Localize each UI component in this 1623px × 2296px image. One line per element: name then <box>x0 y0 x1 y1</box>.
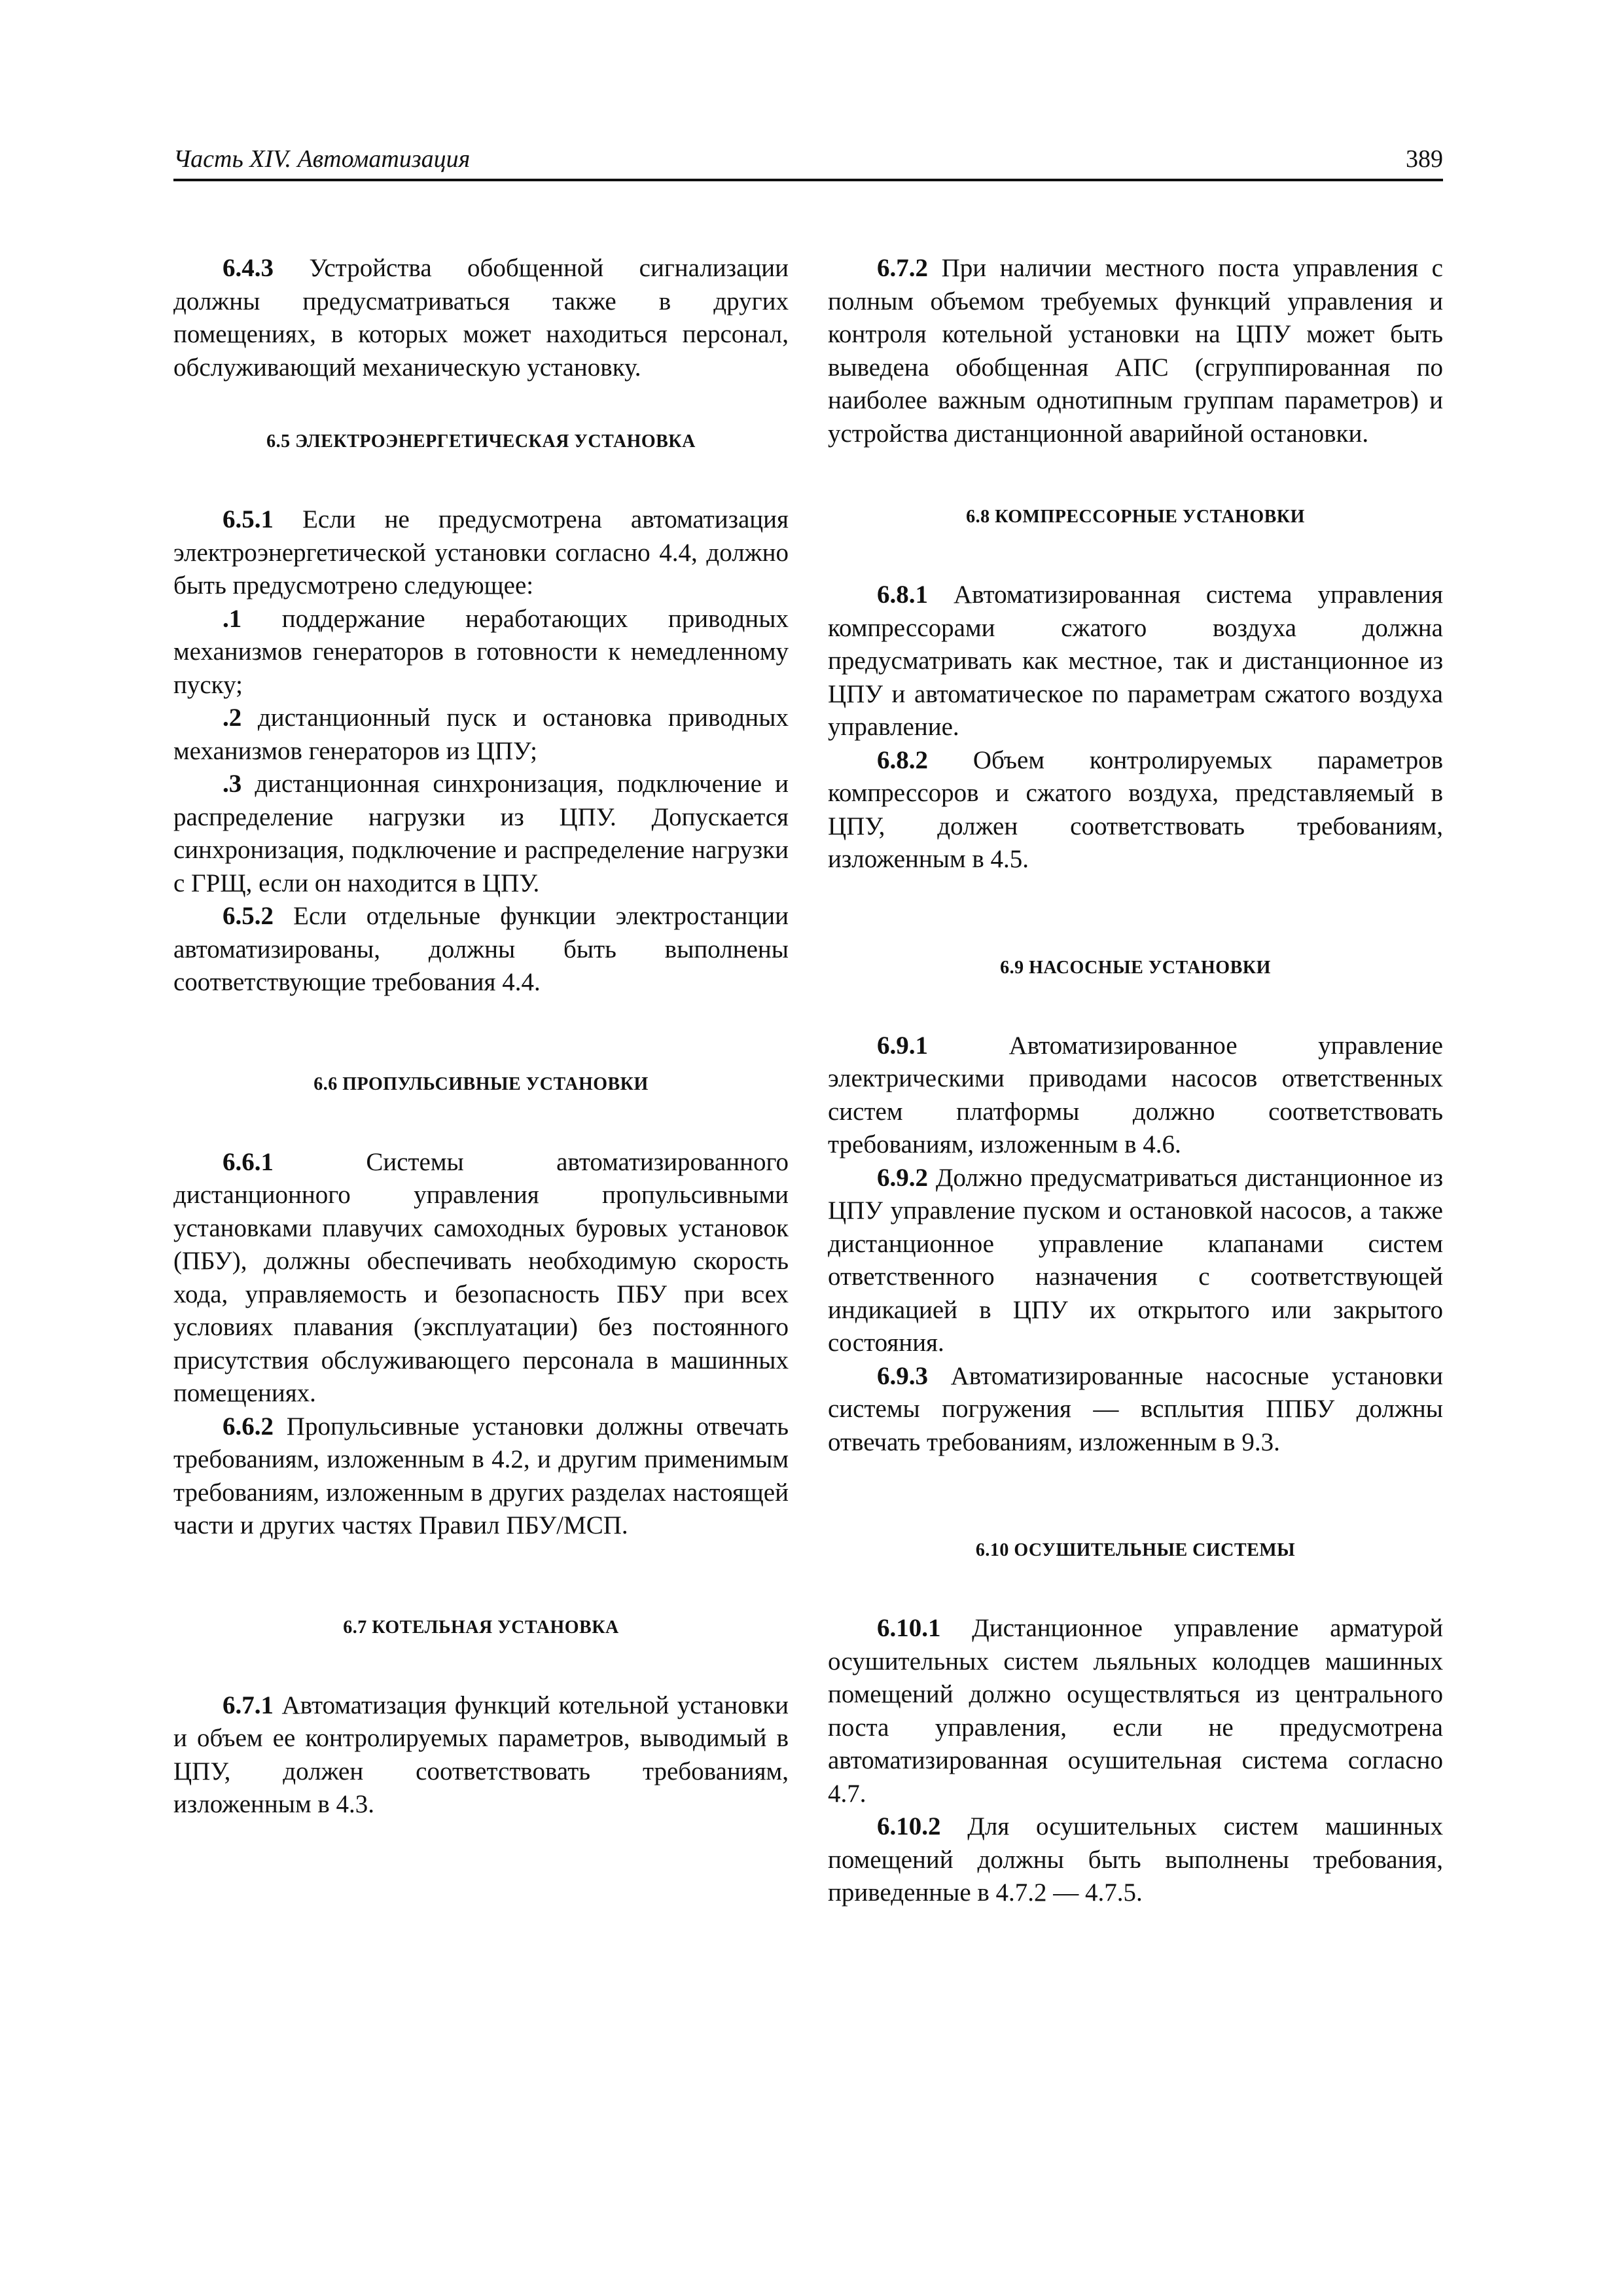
paragraph-6-10-2 <box>828 1810 1443 1910</box>
clause-text: Устройства обобщенной сигнализации должны предусматриваться также в других помещениях, в которых может находиться персонал, обслуживающий механическую установку. <box>173 254 789 382</box>
clause-number: 6.6.2 <box>223 1412 274 1441</box>
clause-text: Если отдельные функции электростанции автоматизированы, должны быть выполнены соответствующие требования 4.4. <box>173 902 789 996</box>
item-number: .1 <box>223 604 242 633</box>
item-text: дистанционный пуск и остановка приводных механизмов генераторов из ЦПУ; <box>173 704 789 765</box>
clause-text: Должно предусматриваться дистанционное из ЦПУ управление пуском и остановкой насосов, а также дистанционное управление клапанами систем ответственного назначения с соответствующей индикацией в ЦПУ их открытого или закрытого состояния. <box>828 1163 1443 1357</box>
clause-number: 6.4.3 <box>223 254 274 282</box>
clause-text: Автоматизация функций котельной установки и объем ее контролируемых параметров, выводимый в ЦПУ, должен соответствовать требованиям, изложенным в 4.3. <box>173 1691 789 1818</box>
paragraph-6-4-3 <box>173 252 789 384</box>
section-heading-6-7: 6.7 КОТЕЛЬНАЯ УСТАНОВКА <box>343 1617 619 1638</box>
clause-number: 6.7.1 <box>223 1691 274 1719</box>
clause-number: 6.9.1 <box>877 1031 928 1060</box>
clause-number: 6.10.2 <box>877 1812 941 1840</box>
clause-text: Объем контролируемых параметров компрессоров и сжатого воздуха, представляемый в ЦПУ, должен соответствовать требованиям, изложенным в 4.5. <box>828 745 1443 873</box>
paragraph-6-9-1 <box>828 1030 1443 1162</box>
running-header <box>173 141 1443 181</box>
clause-number: 6.9.3 <box>877 1361 928 1390</box>
item-text: поддержание неработающих приводных механизмов генераторов в готовности к немедленному пуску; <box>173 604 789 699</box>
clause-text: Автоматизированное управление электрическими приводами насосов ответственных систем платформы должно соответствовать требованиям, изложенным в 4.6. <box>828 1031 1443 1158</box>
clause-text: Пропульсивные установки должны отвечать требованиям, изложенным в 4.2, и другим применимым требованиям, изложенным в других разделах настоящей части и других частях Правил ПБУ/МСП. <box>173 1412 789 1539</box>
paragraph-6-7-1 <box>173 1689 789 1821</box>
paragraph-6-9-2 <box>828 1162 1443 1360</box>
clause-number: 6.8.1 <box>877 581 928 609</box>
running-title: Часть XIV. Автоматизация <box>173 145 471 173</box>
clause-number: 6.5.2 <box>223 902 274 930</box>
clause-number: 6.6.1 <box>223 1147 274 1176</box>
right-column <box>828 252 1443 1910</box>
clause-text: Автоматизированная система управления компрессорами сжатого воздуха должна предусматривать как местное, так и дистанционное из ЦПУ и автоматическое по параметрам сжатого воздуха управление. <box>828 581 1443 741</box>
clause-text: Системы автоматизированного дистанционного управления пропульсивными установками плавучих самоходных буровых установок (ПБУ), должны обеспечивать необходимую скорость хода, управляемость и безопасность ПБУ при всех условиях плавания (эксплуатации) без постоянного присутствия обслуживающего персонала в машинных помещениях. <box>173 1147 789 1407</box>
paragraph-6-9-3 <box>828 1360 1443 1460</box>
page-number: 389 <box>1406 145 1443 173</box>
paragraph-6-5-2 <box>173 900 789 999</box>
clause-number: 6.7.2 <box>877 254 928 282</box>
item-text: дистанционная синхронизация, подключение и распределение нагрузки из ЦПУ. Допускается синхронизация, подключение и распределение нагрузки с ГРЩ, если он находится в ЦПУ. <box>173 770 789 897</box>
paragraph-6-5-1 <box>173 503 789 603</box>
paragraph-6-10-1 <box>828 1612 1443 1810</box>
paragraph-6-8-1 <box>828 579 1443 744</box>
paragraph-6-8-2 <box>828 744 1443 876</box>
clause-text: Дистанционное управление арматурой осушительных систем льяльных колодцев машинных помещений должно осуществляться из центрального поста управления, если не предусмотрена автоматизированная осушительная система согласно 4.7. <box>828 1614 1443 1808</box>
clause-number: 6.9.2 <box>877 1163 928 1192</box>
item-number: .2 <box>223 704 242 732</box>
section-heading-6-5: 6.5 ЭЛЕКТРОЭНЕРГЕТИЧЕСКАЯ УСТАНОВКА <box>266 431 696 452</box>
paragraph-6-6-1 <box>173 1146 789 1410</box>
section-heading-6-9: 6.9 НАСОСНЫЕ УСТАНОВКИ <box>1000 957 1271 978</box>
section-heading-6-10: 6.10 ОСУШИТЕЛЬНЫЕ СИСТЕМЫ <box>975 1540 1296 1560</box>
left-column <box>173 252 789 1821</box>
clause-number: 6.8.2 <box>877 745 928 774</box>
clause-number: 6.5.1 <box>223 505 274 533</box>
list-item-2 <box>173 702 789 768</box>
clause-text: Для осушительных систем машинных помещений должны быть выполнены требования, приведенные в 4.7.2 — 4.7.5. <box>828 1812 1443 1907</box>
clause-text: Автоматизированные насосные установки системы погружения — всплытия ППБУ должны отвечать требованиям, изложенным в 9.3. <box>828 1361 1443 1456</box>
section-heading-6-6: 6.6 ПРОПУЛЬСИВНЫЕ УСТАНОВКИ <box>313 1073 649 1094</box>
clause-text: При наличии местного поста управления с полным объемом требуемых функций управления и контроля котельной установки на ЦПУ может быть выведена обобщенная АПС (сгруппированная по наиболее важным однотипным группам параметров) и устройства дистанционной аварийной остановки. <box>828 254 1443 448</box>
paragraph-6-7-2 <box>828 252 1443 450</box>
paragraph-6-6-2 <box>173 1410 789 1543</box>
clause-number: 6.10.1 <box>877 1614 941 1642</box>
clause-text: Если не предусмотрена автоматизация электроэнергетической установки согласно 4.4, должно быть предусмотрено следующее: <box>173 505 789 600</box>
list-item-3 <box>173 768 789 900</box>
list-item-1 <box>173 603 789 702</box>
item-number: .3 <box>223 770 242 798</box>
section-heading-6-8: 6.8 КОМПРЕССОРНЫЕ УСТАНОВКИ <box>966 507 1305 527</box>
